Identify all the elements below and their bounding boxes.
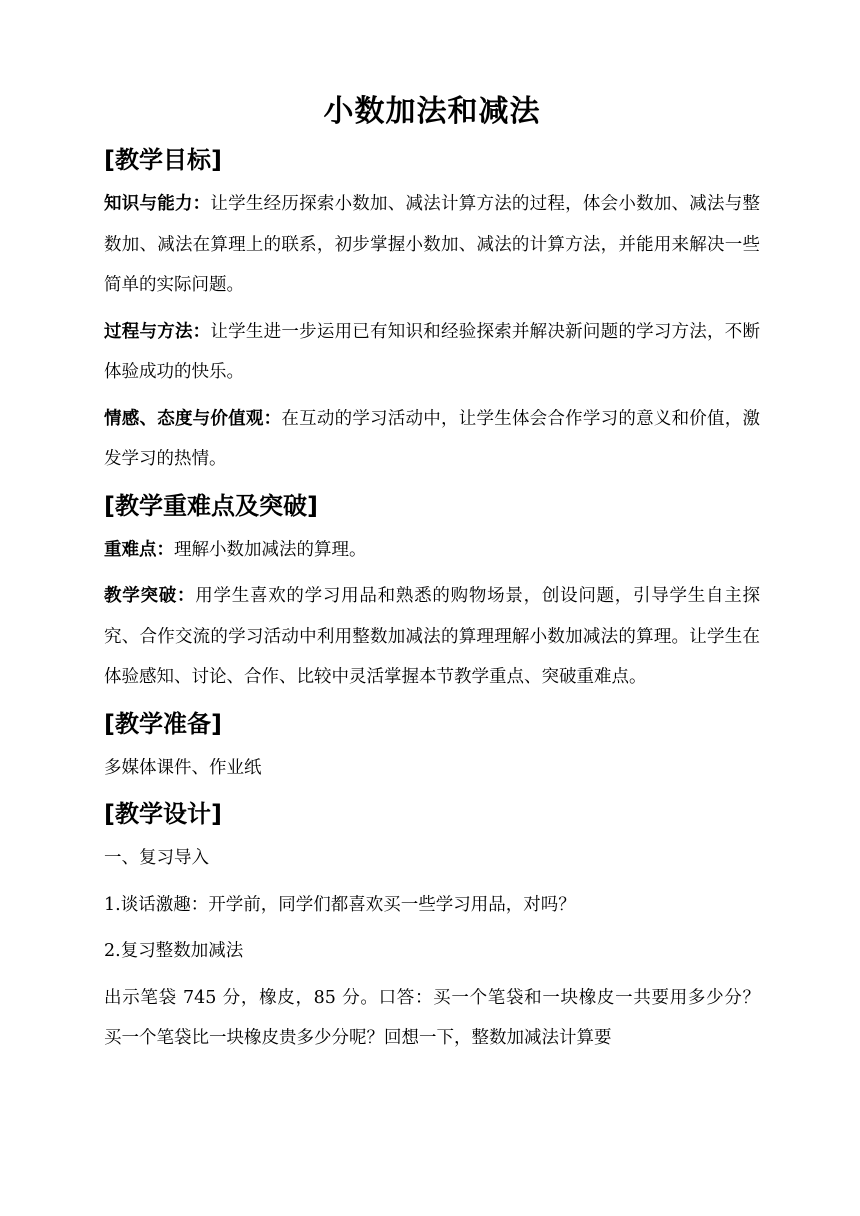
heading-key-points: [教学重难点及突破] (104, 491, 318, 520)
design-line-3: 2.复习整数加减法 (104, 941, 244, 961)
text-difficulty: 理解小数加减法的算理。 (174, 539, 367, 560)
paragraph-prep: 多媒体课件、作业纸 (104, 757, 262, 778)
paragraph-knowledge (104, 184, 760, 306)
heading-goals: [教学目标] (104, 146, 222, 174)
text-process: 让学生进一步运用已有知识和经验探索并解决新问题的学习方法，不断体验成功的快乐。 (104, 321, 761, 382)
label-difficulty: 重难点： (104, 539, 174, 560)
page-title: 小数加法和减法 (323, 94, 541, 129)
heading-design: [教学设计] (104, 800, 222, 828)
heading-prep: [教学准备] (104, 709, 222, 738)
paragraph-difficulty (104, 530, 760, 571)
text-breakthrough: 用学生喜欢的学习用品和熟悉的购物场景，创设问题，引导学生自主探究、合作交流的学习活动中利用整数加减法的算理理解小数加减法的算理。让学生在体验感知、讨论、合作、比较中灵活掌握本节教学重点、突破重难点。 (104, 586, 761, 687)
design-line-1: 一、复习导入 (104, 848, 209, 868)
paragraph-process (104, 312, 760, 393)
label-emotion: 情感、态度与价值观： (104, 408, 282, 429)
text-knowledge: 让学生经历探索小数加、减法计算方法的过程，体会小数加、减法与整数加、减法在算理上的联系，初步掌握小数加、减法的计算方法，并能用来解决一些简单的实际问题。 (104, 194, 761, 295)
paragraph-breakthrough (104, 576, 760, 698)
design-line-4: 出示笔袋 745 分，橡皮，85 分。口答：买一个笔袋和一块橡皮一共要用多少分？ 买一个笔袋比一块橡皮贵多少分呢？回想一下，整数加减法计算要 (104, 987, 778, 1048)
label-breakthrough: 教学突破： (104, 586, 196, 606)
paragraph-emotion (104, 399, 760, 480)
design-line-2: 1.谈话激趣：开学前，同学们都喜欢买一些学习用品，对吗？ (104, 894, 576, 915)
label-process: 过程与方法： (104, 321, 211, 342)
label-knowledge: 知识与能力： (104, 194, 211, 214)
text-emotion: 在互动的学习活动中，让学生体会合作学习的意义和价值，激发学习的热情。 (104, 408, 761, 469)
